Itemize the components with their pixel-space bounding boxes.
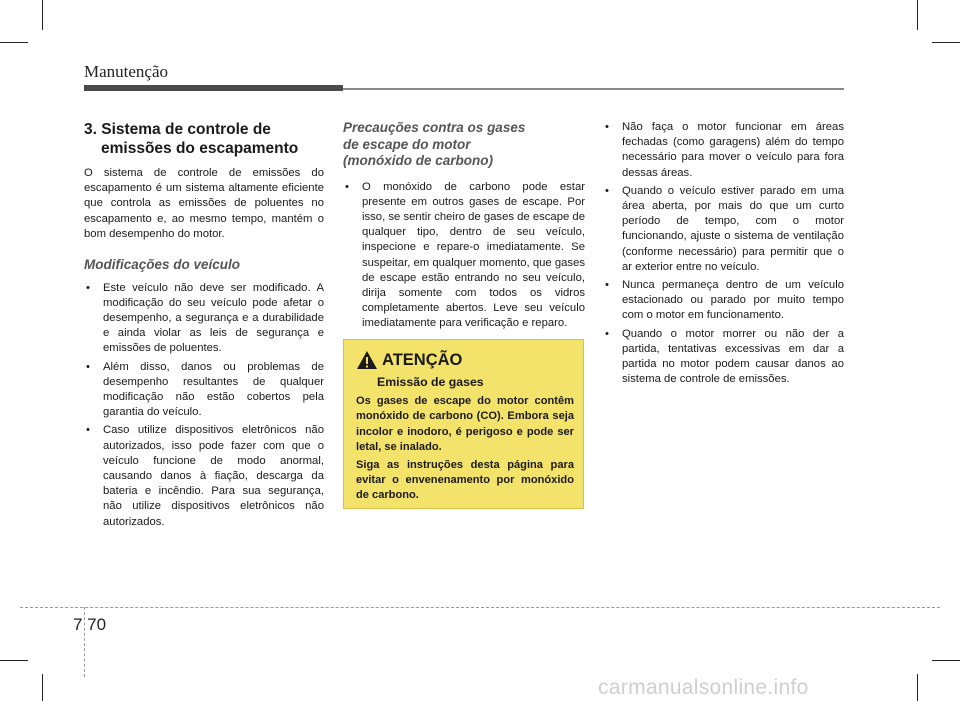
list-item: • Este veículo não deve ser modificado. A modificação do seu veículo pode afetar o desempenho, a segurança e a durabilidade e ainda violar as leis de segurança e emissões de poluentes. <box>86 281 324 355</box>
crop-mark <box>42 674 43 701</box>
crop-mark <box>917 674 918 701</box>
list-item: • Quando o veículo estiver parado em uma área aberta, por mais do que um curto período de tempo, com o motor funcionando, ajuste o sistema de ventilação (conforme necessário) para permitir que o ar exterior entre no veículo. <box>605 184 844 273</box>
right-list <box>603 120 844 387</box>
section-intro: O sistema de controle de emissões do escapamento é um sistema altamente eficiente que controla as emissões de poluentes no escapamento e, ao mesmo tempo, mantém o bom desempenho do motor. <box>84 167 324 240</box>
header-rule-dark <box>84 85 343 91</box>
warning-title: ATENÇÃO <box>382 350 463 369</box>
warning-box <box>343 339 584 509</box>
page-number: 7 70 <box>73 615 107 634</box>
warning-paragraph: Siga as instruções desta página para evitar o envenenamento por monóxido de carbono. <box>356 458 574 502</box>
column-left <box>84 120 324 533</box>
section-title <box>84 120 324 158</box>
column-middle <box>343 120 585 335</box>
list-item: • Além disso, danos ou problemas de desempenho resultantes de qualquer modificação não estão cobertos pela garantia do veículo. <box>86 360 324 419</box>
page-header-title: Manutenção <box>84 62 169 81</box>
watermark: carmanualsonline.info <box>598 676 809 699</box>
warning-subtitle: Emissão de gases <box>377 375 484 389</box>
crop-mark <box>0 42 28 43</box>
header-rule-light <box>343 88 844 90</box>
crop-mark <box>42 0 43 30</box>
section-title-line1: 3. Sistema de controle de <box>84 121 271 138</box>
column-right <box>603 120 844 390</box>
list-item: • Não faça o motor funcionar em áreas fechadas (como garagens) além do tempo necessário para mover o veículo para fora dessas áreas. <box>605 121 844 179</box>
list-item: • O monóxido de carbono pode estar presente em outros gases de escape. Por isso, se sentir cheiro de gases de escape de qualquer tipo, dentro de seu veículo, inspecione e repare-o imediatamente. Se suspeitar, em qualquer momento, que gases de escape estão entrando no seu veículo, dirija somente com todos os vidros completamente abertos. Leve seu veículo imediatamente para verificação e reparo. <box>345 180 585 330</box>
warning-triangle-icon <box>356 350 378 370</box>
precautions-title: Precauções contra os gases de escape do motor (monóxido de carbono) <box>343 120 526 168</box>
warning-body <box>356 394 574 506</box>
list-item: • Nunca permaneça dentro de um veículo estacionado ou parado por muito tempo com o motor em funcionamento. <box>605 279 844 322</box>
warning-paragraph: Os gases de escape do motor contêm monóxido de carbono (CO). Embora seja incolor e inodoro, é perigoso e pode ser letal, se inalado. <box>356 395 574 454</box>
warning-header <box>356 350 462 370</box>
precautions-list <box>343 180 585 332</box>
crop-mark <box>932 42 960 43</box>
footer-rule <box>20 607 940 608</box>
crop-mark <box>0 660 28 661</box>
modifications-list <box>84 281 324 530</box>
modifications-title: Modificações do veículo <box>84 257 241 273</box>
section-title-line2: emissões do escapamento <box>101 140 299 157</box>
list-item: • Caso utilize dispositivos eletrônicos não autorizados, isso pode fazer com que o veículo funcione de modo anormal, causando danos à fiação, descarga da bateria e incêndio. Para sua segurança, não utilize dispositivos eletrônicos não autorizados. <box>86 424 324 528</box>
list-item: • Quando o motor morrer ou não der a partida, tentativas excessivas em dar a partida no motor podem causar danos ao sistema de controle de emissões. <box>605 327 844 386</box>
crop-mark <box>932 660 960 661</box>
crop-mark <box>917 0 918 30</box>
